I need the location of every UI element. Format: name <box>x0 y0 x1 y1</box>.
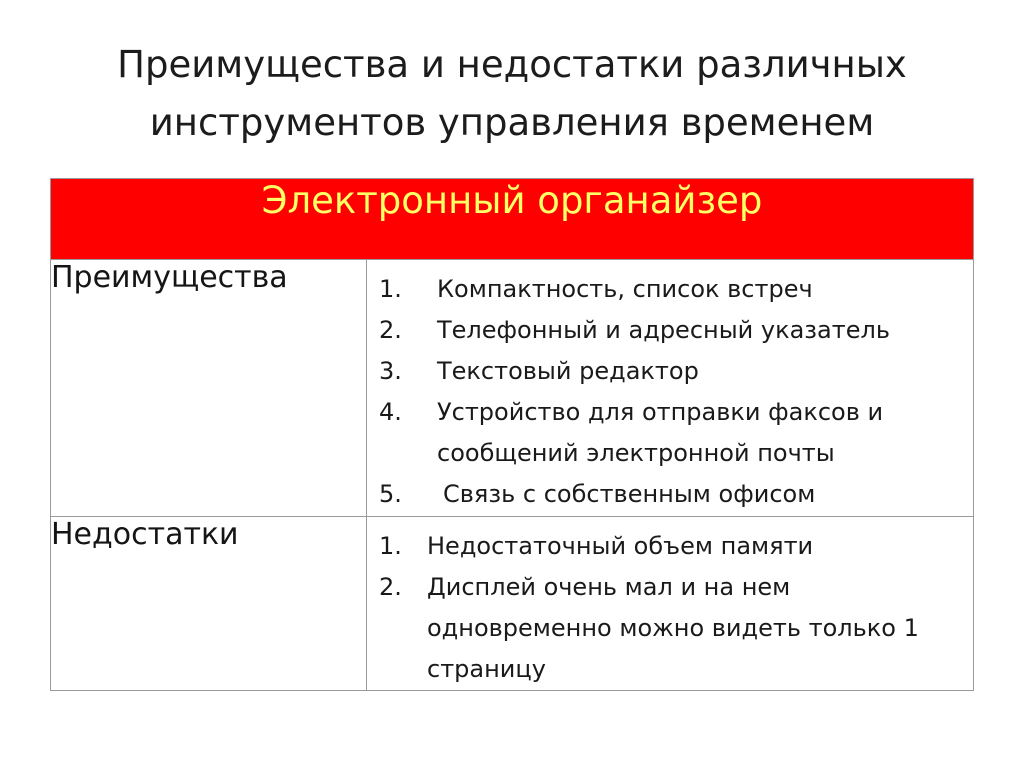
disadvantages-list <box>367 517 973 690</box>
list-item-text: Текстовый редактор <box>437 357 699 385</box>
list-item-number: 1. <box>379 532 402 560</box>
page-title <box>0 36 1024 152</box>
table-row-disadvantages <box>51 517 974 691</box>
advantages-list <box>367 260 973 515</box>
list-item <box>367 392 973 474</box>
list-item <box>367 526 973 567</box>
list-item-text: Дисплей очень мал и на нем одновременно можно видеть только 1 страницу <box>427 573 919 683</box>
advantages-cell <box>367 260 974 517</box>
list-item <box>367 310 973 351</box>
list-item-number: 4. <box>379 398 402 426</box>
page-title-line-1: Преимущества и недостатки различных <box>117 43 907 86</box>
list-item-number: 3. <box>379 357 402 385</box>
list-item-text: Компактность, список встреч <box>437 275 813 303</box>
disadvantages-label: Недостатки <box>51 517 367 691</box>
list-item-number: 1. <box>379 275 402 303</box>
list-item <box>367 351 973 392</box>
advantages-label: Преимущества <box>51 260 367 517</box>
disadvantages-cell <box>367 517 974 691</box>
list-item-text: Устройство для отправки факсов и сообщений электронной почты <box>437 398 884 467</box>
list-item <box>367 269 973 310</box>
list-item-text: Связь с собственным офисом <box>443 480 816 508</box>
list-item <box>367 567 973 690</box>
comparison-table <box>50 178 974 691</box>
list-item <box>367 474 973 515</box>
table-header: Электронный органайзер <box>51 179 974 260</box>
table-header-row <box>51 179 974 260</box>
list-item-number: 5. <box>379 480 402 508</box>
list-item-text: Телефонный и адресный указатель <box>437 316 890 344</box>
list-item-number: 2. <box>379 573 402 601</box>
list-item-number: 2. <box>379 316 402 344</box>
list-item-text: Недостаточный объем памяти <box>427 532 814 560</box>
page-title-line-2: инструментов управления временем <box>149 101 875 144</box>
table-row-advantages <box>51 260 974 517</box>
